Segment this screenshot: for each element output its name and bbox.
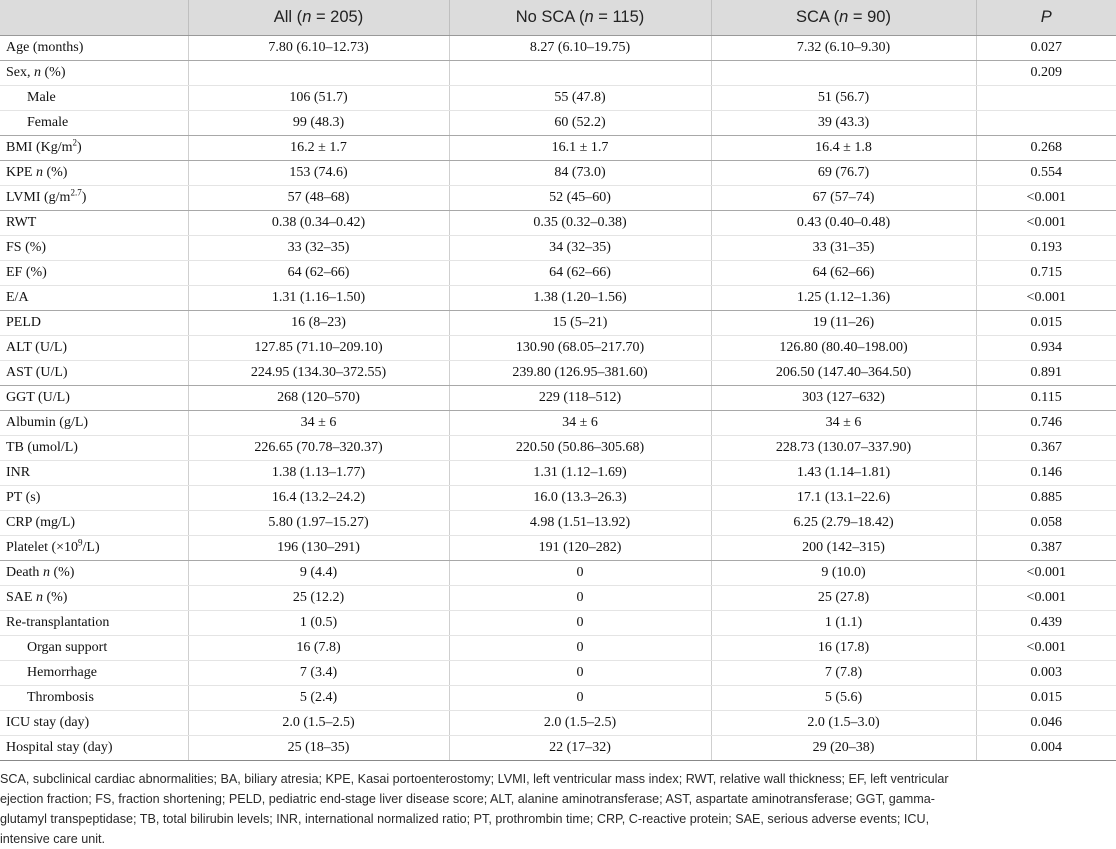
table-row [0, 36, 1116, 61]
cell-no-sca: 4.98 (1.51–13.92) [449, 511, 711, 536]
row-label: EF (%) [0, 261, 188, 286]
table-row [0, 261, 1116, 286]
header-sca: SCA (n = 90) [711, 0, 976, 36]
cell-all: 0.38 (0.34–0.42) [188, 211, 449, 236]
row-label: Platelet $(\times 10^9/L)$ [0, 536, 188, 561]
row-label: GGT (U/L) [0, 386, 188, 411]
table-row [0, 361, 1116, 386]
cell-sca: 206.50 (147.40–364.50) [711, 361, 976, 386]
cell-sca: 69 (76.7) [711, 161, 976, 186]
row-label: FS (%) [0, 236, 188, 261]
cell-no-sca: 0 [449, 661, 711, 686]
cell-sca: 17.1 (13.1–22.6) [711, 486, 976, 511]
cell-all: 34 ± 6 [188, 411, 449, 436]
cell-p-value: 0.715 [976, 261, 1116, 286]
row-label: BMI $(Kg/m^2)$ [0, 136, 188, 161]
cell-all: 224.95 (134.30–372.55) [188, 361, 449, 386]
cell-all: 16.4 (13.2–24.2) [188, 486, 449, 511]
cell-p-value: <0.001 [976, 186, 1116, 211]
header-variable [0, 0, 188, 36]
cell-no-sca: 1.38 (1.20–1.56) [449, 286, 711, 311]
cell-p-value: 0.387 [976, 536, 1116, 561]
cell-no-sca: 0 [449, 611, 711, 636]
table-row [0, 611, 1116, 636]
cell-p-value: 0.115 [976, 386, 1116, 411]
row-label: PELD [0, 311, 188, 336]
row-label: Age (months) [0, 36, 188, 61]
table-row [0, 311, 1116, 336]
row-label: AST (U/L) [0, 361, 188, 386]
cell-no-sca: 239.80 (126.95–381.60) [449, 361, 711, 386]
cell-sca: 16.4 ± 1.8 [711, 136, 976, 161]
table-row [0, 286, 1116, 311]
cell-no-sca: 220.50 (50.86–305.68) [449, 436, 711, 461]
cell-no-sca: 22 (17–32) [449, 736, 711, 761]
cell-sca: 67 (57–74) [711, 186, 976, 211]
cell-no-sca: 1.31 (1.12–1.69) [449, 461, 711, 486]
cell-all: 5.80 (1.97–15.27) [188, 511, 449, 536]
cell-no-sca: 8.27 (6.10–19.75) [449, 36, 711, 61]
cell-sca: 228.73 (130.07–337.90) [711, 436, 976, 461]
cell-no-sca: 15 (5–21) [449, 311, 711, 336]
table-row [0, 736, 1116, 761]
cell-p-value: 0.554 [976, 161, 1116, 186]
cell-no-sca: 130.90 (68.05–217.70) [449, 336, 711, 361]
cell-no-sca: 0 [449, 636, 711, 661]
row-label: Death n (%) [0, 561, 188, 586]
footnote-line: SCA, subclinical cardiac abnormalities; BA, biliary atresia; KPE, Kasai portoenterostomy; LVMI, left ventricular mass index; RWT, relative wall thickness; EF, left ventricular [0, 772, 949, 786]
row-label: Thrombosis [0, 686, 188, 711]
cell-p-value: 0.367 [976, 436, 1116, 461]
cell-sca: 29 (20–38) [711, 736, 976, 761]
row-label: Organ support [0, 636, 188, 661]
cell-all: 16 (8–23) [188, 311, 449, 336]
header-p-value: P [976, 0, 1116, 36]
cell-p-value: <0.001 [976, 636, 1116, 661]
table-row [0, 186, 1116, 211]
cell-all: 16.2 ± 1.7 [188, 136, 449, 161]
table-row [0, 386, 1116, 411]
cell-no-sca: 0.35 (0.32–0.38) [449, 211, 711, 236]
table-row [0, 711, 1116, 736]
cell-p-value: 0.027 [976, 36, 1116, 61]
cell-p-value: 0.193 [976, 236, 1116, 261]
cell-p-value [976, 86, 1116, 111]
table-row [0, 61, 1116, 86]
cell-no-sca: 64 (62–66) [449, 261, 711, 286]
cell-p-value: 0.003 [976, 661, 1116, 686]
cell-no-sca: 0 [449, 686, 711, 711]
cell-p-value: 0.746 [976, 411, 1116, 436]
cell-no-sca: 16.0 (13.3–26.3) [449, 486, 711, 511]
table-row [0, 161, 1116, 186]
table-row [0, 436, 1116, 461]
row-label: Male [0, 86, 188, 111]
cell-no-sca: 191 (120–282) [449, 536, 711, 561]
cell-p-value: 0.891 [976, 361, 1116, 386]
cell-p-value: <0.001 [976, 286, 1116, 311]
cell-all: 57 (48–68) [188, 186, 449, 211]
row-label: PT (s) [0, 486, 188, 511]
cell-p-value: <0.001 [976, 586, 1116, 611]
row-label: Albumin (g/L) [0, 411, 188, 436]
cell-sca: 200 (142–315) [711, 536, 976, 561]
cell-p-value: 0.046 [976, 711, 1116, 736]
cell-all: 196 (130–291) [188, 536, 449, 561]
cell-p-value: 0.146 [976, 461, 1116, 486]
cell-sca: 1.25 (1.12–1.36) [711, 286, 976, 311]
table-header-row [0, 0, 1116, 36]
table-row [0, 86, 1116, 111]
cell-sca: 19 (11–26) [711, 311, 976, 336]
cell-sca: 7 (7.8) [711, 661, 976, 686]
table-row [0, 586, 1116, 611]
table-row [0, 136, 1116, 161]
cell-p-value: 0.015 [976, 311, 1116, 336]
cell-all: 106 (51.7) [188, 86, 449, 111]
table-row [0, 536, 1116, 561]
cell-all: 1.31 (1.16–1.50) [188, 286, 449, 311]
footnote-line: glutamyl transpeptidase; TB, total bilirubin levels; INR, international normalized ratio; PT, prothrombin time; CRP, C-reactive protein; SAE, serious adverse events; ICU, [0, 812, 930, 826]
cell-no-sca: 55 (47.8) [449, 86, 711, 111]
cell-p-value: 0.015 [976, 686, 1116, 711]
cell-all: 25 (12.2) [188, 586, 449, 611]
cell-sca: 16 (17.8) [711, 636, 976, 661]
cell-p-value: 0.004 [976, 736, 1116, 761]
cell-all: 25 (18–35) [188, 736, 449, 761]
table-row [0, 661, 1116, 686]
cell-no-sca: 52 (45–60) [449, 186, 711, 211]
cell-sca: 64 (62–66) [711, 261, 976, 286]
footnote-line: intensive care unit. [0, 832, 106, 846]
header-no-sca: No SCA (n = 115) [449, 0, 711, 36]
cell-sca: 33 (31–35) [711, 236, 976, 261]
cell-sca: 1.43 (1.14–1.81) [711, 461, 976, 486]
cell-all: 2.0 (1.5–2.5) [188, 711, 449, 736]
cell-all [188, 61, 449, 86]
cell-no-sca [449, 61, 711, 86]
row-label: Female [0, 111, 188, 136]
cell-sca: 9 (10.0) [711, 561, 976, 586]
row-label: TB (umol/L) [0, 436, 188, 461]
cell-no-sca: 0 [449, 561, 711, 586]
table-row [0, 211, 1116, 236]
cell-sca: 303 (127–632) [711, 386, 976, 411]
row-label: RWT [0, 211, 188, 236]
cell-sca: 7.32 (6.10–9.30) [711, 36, 976, 61]
cell-all: 153 (74.6) [188, 161, 449, 186]
cell-p-value: 0.934 [976, 336, 1116, 361]
table-row [0, 461, 1116, 486]
cell-all: 1.38 (1.13–1.77) [188, 461, 449, 486]
cell-no-sca: 229 (118–512) [449, 386, 711, 411]
cell-sca: 39 (43.3) [711, 111, 976, 136]
row-label: LVMI $(g/m^{2.7})$ [0, 186, 188, 211]
cell-sca: 25 (27.8) [711, 586, 976, 611]
cell-sca [711, 61, 976, 86]
cell-sca: 126.80 (80.40–198.00) [711, 336, 976, 361]
cell-all: 33 (32–35) [188, 236, 449, 261]
row-label: INR [0, 461, 188, 486]
cell-all: 9 (4.4) [188, 561, 449, 586]
row-label: Re-transplantation [0, 611, 188, 636]
cell-all: 268 (120–570) [188, 386, 449, 411]
row-label: Hemorrhage [0, 661, 188, 686]
cell-sca: 1 (1.1) [711, 611, 976, 636]
cell-sca: 34 ± 6 [711, 411, 976, 436]
footnote-line: ejection fraction; FS, fraction shortening; PELD, pediatric end-stage liver disease score; ALT, alanine aminotransferase; AST, aspartate aminotransferase; GGT, gamma- [0, 792, 935, 806]
cell-all: 99 (48.3) [188, 111, 449, 136]
cell-p-value [976, 111, 1116, 136]
row-label: SAE n (%) [0, 586, 188, 611]
table-row [0, 236, 1116, 261]
row-label: Sex, n (%) [0, 61, 188, 86]
cell-all: 16 (7.8) [188, 636, 449, 661]
table-footnote [0, 769, 1112, 849]
cell-all: 1 (0.5) [188, 611, 449, 636]
table-row [0, 486, 1116, 511]
row-label: ALT (U/L) [0, 336, 188, 361]
cell-p-value: 0.885 [976, 486, 1116, 511]
cell-all: 127.85 (71.10–209.10) [188, 336, 449, 361]
table-row [0, 686, 1116, 711]
row-label: Hospital stay (day) [0, 736, 188, 761]
cell-p-value: 0.439 [976, 611, 1116, 636]
cell-p-value: <0.001 [976, 561, 1116, 586]
cell-all: 64 (62–66) [188, 261, 449, 286]
cell-no-sca: 34 (32–35) [449, 236, 711, 261]
cell-all: 5 (2.4) [188, 686, 449, 711]
cell-sca: 51 (56.7) [711, 86, 976, 111]
cell-no-sca: 60 (52.2) [449, 111, 711, 136]
row-label: ICU stay (day) [0, 711, 188, 736]
cell-no-sca: 16.1 ± 1.7 [449, 136, 711, 161]
table-row [0, 336, 1116, 361]
cell-p-value: 0.268 [976, 136, 1116, 161]
cell-no-sca: 2.0 (1.5–2.5) [449, 711, 711, 736]
header-all: All (n = 205) [188, 0, 449, 36]
cell-all: 226.65 (70.78–320.37) [188, 436, 449, 461]
row-label: CRP (mg/L) [0, 511, 188, 536]
cell-sca: 0.43 (0.40–0.48) [711, 211, 976, 236]
cell-all: 7.80 (6.10–12.73) [188, 36, 449, 61]
cell-sca: 5 (5.6) [711, 686, 976, 711]
row-label: E/A [0, 286, 188, 311]
cell-no-sca: 34 ± 6 [449, 411, 711, 436]
table-row [0, 111, 1116, 136]
cell-no-sca: 84 (73.0) [449, 161, 711, 186]
cell-no-sca: 0 [449, 586, 711, 611]
row-label: KPE n (%) [0, 161, 188, 186]
table-body [0, 36, 1116, 761]
table-row [0, 411, 1116, 436]
table-row [0, 636, 1116, 661]
cell-sca: 2.0 (1.5–3.0) [711, 711, 976, 736]
cell-p-value: 0.209 [976, 61, 1116, 86]
cell-p-value: <0.001 [976, 211, 1116, 236]
table-row [0, 511, 1116, 536]
table-row [0, 561, 1116, 586]
cell-p-value: 0.058 [976, 511, 1116, 536]
cell-all: 7 (3.4) [188, 661, 449, 686]
cell-sca: 6.25 (2.79–18.42) [711, 511, 976, 536]
